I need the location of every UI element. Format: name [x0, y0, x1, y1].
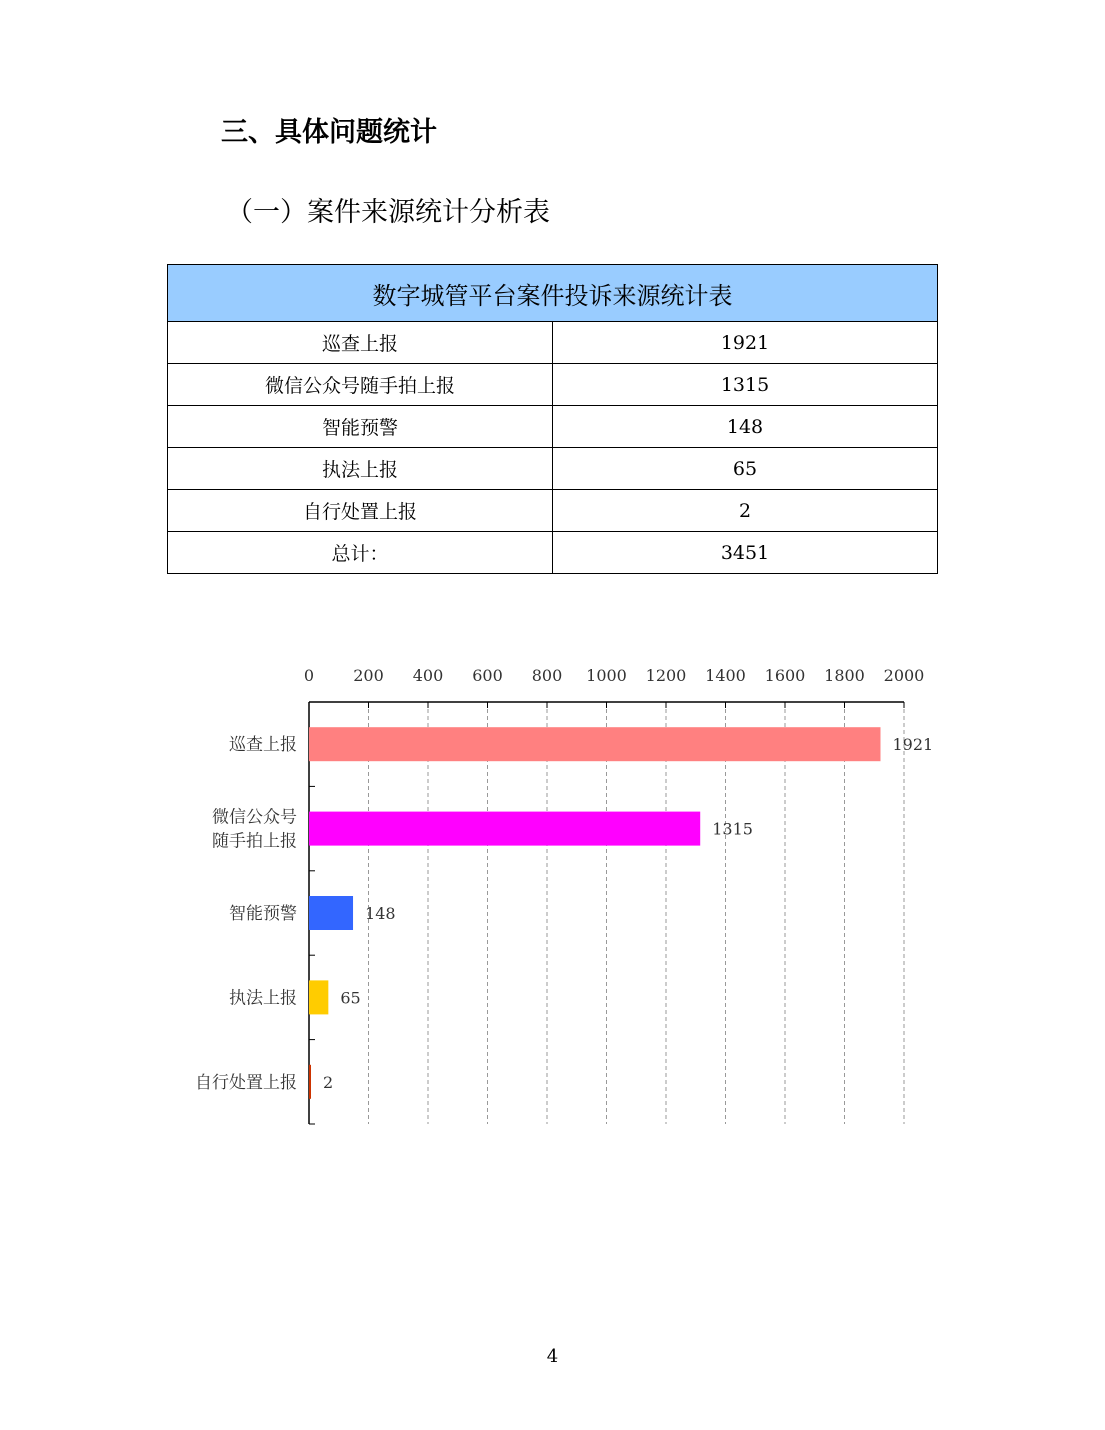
total-label: 总计： — [168, 532, 553, 574]
table-row — [168, 322, 938, 364]
table-total-row — [168, 532, 938, 574]
section-heading: 三、具体问题统计 — [221, 117, 437, 148]
category-label: 巡查上报 — [229, 735, 297, 756]
row-label: 智能预警 — [168, 406, 553, 448]
category-label: 微信公众号 — [212, 807, 297, 828]
x-tick-label: 1000 — [586, 666, 627, 685]
x-tick-label: 200 — [353, 666, 384, 685]
table-row — [168, 490, 938, 532]
table-title: 数字城管平台案件投诉来源统计表 — [168, 265, 938, 322]
category-label: 智能预警 — [229, 904, 297, 924]
table-title-row — [168, 265, 938, 322]
bar-value-label: 65 — [340, 988, 361, 1008]
x-tick-label: 1200 — [645, 666, 687, 685]
bar — [309, 896, 353, 930]
x-tick-label: 400 — [412, 666, 444, 685]
bar-value-label: 2 — [323, 1072, 334, 1092]
row-label: 自行处置上报 — [168, 490, 553, 532]
row-value: 2 — [553, 490, 938, 532]
page-number: 4 — [546, 1346, 559, 1367]
category-label: 自行处置上报 — [195, 1072, 297, 1093]
table-row — [168, 364, 938, 406]
source-stats-table — [167, 264, 938, 574]
x-tick-label: 0 — [303, 666, 315, 685]
bar — [309, 727, 880, 761]
bar-value-label: 1921 — [892, 735, 934, 755]
table-row — [168, 406, 938, 448]
bar — [309, 980, 328, 1014]
row-value: 1921 — [553, 322, 938, 364]
bar-value-label: 148 — [365, 904, 396, 923]
x-tick-label: 1600 — [764, 666, 806, 685]
x-tick-label: 800 — [531, 666, 563, 685]
x-tick-label: 600 — [472, 666, 503, 685]
row-label: 微信公众号随手拍上报 — [168, 364, 553, 406]
bar-value-label: 1315 — [712, 819, 753, 839]
total-value: 3451 — [553, 532, 938, 574]
row-label: 执法上报 — [168, 448, 553, 490]
category-label: 执法上报 — [229, 988, 297, 1009]
row-value: 148 — [553, 406, 938, 448]
category-label: 随手拍上报 — [212, 831, 297, 852]
table-row — [168, 448, 938, 490]
row-value: 65 — [553, 448, 938, 490]
source-bar-chart — [170, 650, 950, 1140]
bar — [309, 1065, 311, 1099]
x-tick-label: 2000 — [883, 666, 925, 685]
row-value: 1315 — [553, 364, 938, 406]
x-tick-label: 1400 — [705, 666, 746, 685]
bar — [309, 812, 700, 846]
sub-heading: （一）案件来源统计分析表 — [226, 197, 550, 228]
x-tick-label: 1800 — [824, 666, 865, 685]
row-label: 巡查上报 — [168, 322, 553, 364]
